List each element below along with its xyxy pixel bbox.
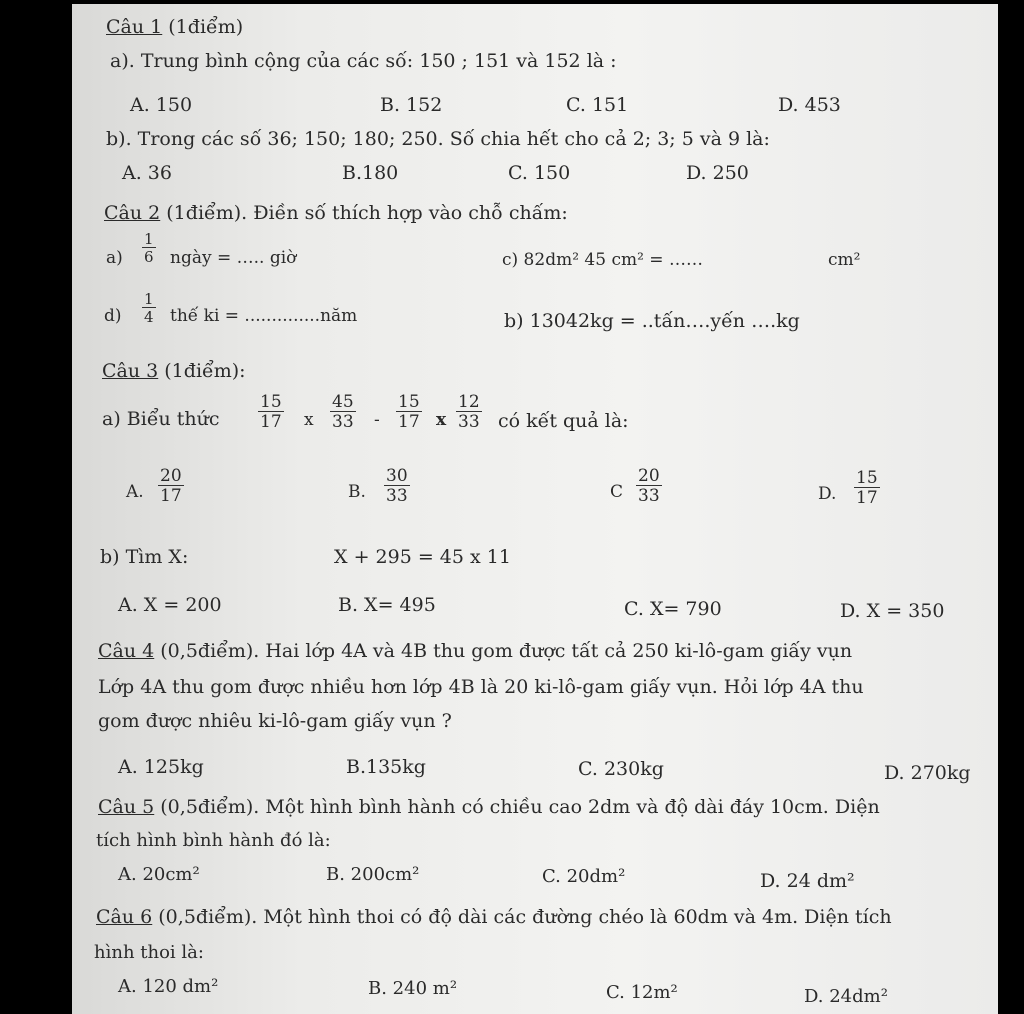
q3a-f2-numerator: 45 bbox=[332, 392, 354, 412]
q3a-operator-3: x bbox=[436, 410, 447, 430]
q2b-text: b) 13042kg = ..tấn….yến ….kg bbox=[504, 310, 800, 332]
q3a-fraction-4 bbox=[456, 394, 482, 431]
q3a-option-b-label: B. bbox=[348, 482, 366, 502]
q3a-tail: có kết quả là: bbox=[498, 410, 629, 432]
q2a-label: a) bbox=[106, 248, 123, 268]
q1b-option-d: D. 250 bbox=[686, 162, 749, 184]
q6-option-d: D. 24dm² bbox=[804, 986, 888, 1007]
q4-option-b: B.135kg bbox=[346, 756, 426, 778]
q2a-denominator: 6 bbox=[144, 248, 154, 266]
q3a-fraction-2 bbox=[330, 394, 356, 431]
q3b-option-c: C. X= 790 bbox=[624, 598, 722, 620]
q2c-text: c) 82dm² 45 cm² = …… bbox=[502, 250, 703, 270]
q5-option-d: D. 24 dm² bbox=[760, 870, 855, 892]
q3a-option-c-denominator: 33 bbox=[638, 486, 660, 506]
worksheet-page bbox=[72, 4, 998, 1014]
q6-option-a: A. 120 dm² bbox=[118, 976, 219, 997]
q1-title: Câu 1 bbox=[106, 16, 163, 38]
q1a-option-d: D. 453 bbox=[778, 94, 841, 116]
q3a-f3-numerator: 15 bbox=[398, 392, 420, 412]
q3b-option-b: B. X= 495 bbox=[338, 594, 436, 616]
q3-points: (1điểm): bbox=[158, 360, 246, 382]
q5-option-a: A. 20cm² bbox=[118, 864, 200, 885]
q1a-option-c: C. 151 bbox=[566, 94, 629, 116]
q6-option-c: C. 12m² bbox=[606, 982, 678, 1003]
q2d-text: thế ki = ..............năm bbox=[170, 306, 358, 326]
q3a-option-a-denominator: 17 bbox=[160, 486, 182, 506]
q1b-text: b). Trong các số 36; 150; 180; 250. Số chia hết cho cả 2; 3; 5 và 9 là: bbox=[106, 128, 770, 150]
q3b-option-a: A. X = 200 bbox=[118, 594, 222, 616]
q4-option-c: C. 230kg bbox=[578, 758, 664, 780]
q3a-f3-denominator: 17 bbox=[398, 412, 420, 432]
q2-heading bbox=[104, 204, 568, 223]
q2-title: Câu 2 bbox=[104, 202, 161, 224]
q3a-operator-1: x bbox=[304, 410, 314, 430]
q6-line-2: hình thoi là: bbox=[94, 942, 204, 963]
q4-line-2: Lớp 4A thu gom được nhiều hơn lớp 4B là 20 ki-lô-gam giấy vụn. Hỏi lớp 4A thu bbox=[98, 676, 864, 698]
q1a-text: a). Trung bình cộng của các số: 150 ; 151 và 152 là : bbox=[110, 50, 617, 72]
q3a-option-b-fraction bbox=[384, 468, 410, 505]
q2d-denominator: 4 bbox=[144, 308, 154, 326]
q1-points: (1điểm) bbox=[162, 16, 244, 38]
q3b-equation: X + 295 = 45 x 11 bbox=[334, 546, 511, 568]
q2d-label: d) bbox=[104, 306, 122, 326]
q3a-option-a-fraction bbox=[158, 468, 184, 505]
q3a-option-a-label: A. bbox=[126, 482, 144, 502]
q3a-option-b-numerator: 30 bbox=[386, 466, 408, 486]
q6-text-1: (0,5điểm). Một hình thoi có độ dài các đường chéo là 60dm và 4m. Diện tích bbox=[152, 906, 892, 928]
q5-line-1 bbox=[98, 798, 880, 817]
q3a-option-b-denominator: 33 bbox=[386, 486, 408, 506]
q4-option-d: D. 270kg bbox=[884, 762, 971, 784]
q2a-text: ngày = ….. giờ bbox=[170, 248, 297, 268]
q3a-option-a-numerator: 20 bbox=[160, 466, 182, 486]
q4-line-3: gom được nhiêu ki-lô-gam giấy vụn ? bbox=[98, 710, 452, 732]
q2-instruction: (1điểm). Điền số thích hợp vào chỗ chấm: bbox=[160, 202, 568, 224]
q4-line-1 bbox=[98, 642, 852, 661]
q2d-fraction bbox=[142, 292, 156, 325]
q3a-f1-denominator: 17 bbox=[260, 412, 282, 432]
q2a-fraction bbox=[142, 232, 156, 265]
q3-title: Câu 3 bbox=[102, 360, 159, 382]
q3a-f1-numerator: 15 bbox=[260, 392, 282, 412]
q3a-option-d-label: D. bbox=[818, 484, 837, 504]
q3a-option-d-numerator: 15 bbox=[856, 468, 878, 488]
q2a-numerator: 1 bbox=[144, 230, 154, 248]
q1b-option-b: B.180 bbox=[342, 162, 399, 184]
q3a-fraction-1 bbox=[258, 394, 284, 431]
q6-option-b: B. 240 m² bbox=[368, 978, 458, 999]
q3a-operator-2: - bbox=[374, 410, 380, 430]
q4-text-1: (0,5điểm). Hai lớp 4A và 4B thu gom được tất cả 250 ki-lô-gam giấy vụn bbox=[154, 640, 853, 662]
q3b-label: b) Tìm X: bbox=[100, 546, 189, 568]
q2c-unit: cm² bbox=[828, 250, 861, 270]
q5-line-2: tích hình bình hành đó là: bbox=[96, 830, 331, 851]
q3a-option-c-label: C bbox=[610, 482, 624, 502]
q1a-option-b: B. 152 bbox=[380, 94, 443, 116]
q4-option-a: A. 125kg bbox=[118, 756, 204, 778]
q3a-option-c-numerator: 20 bbox=[638, 466, 660, 486]
q5-option-c: C. 20dm² bbox=[542, 866, 626, 887]
q3a-f4-denominator: 33 bbox=[458, 412, 480, 432]
q3a-option-d-fraction bbox=[854, 470, 880, 507]
q1-heading bbox=[106, 18, 243, 37]
q2d-numerator: 1 bbox=[144, 290, 154, 308]
q1b-option-c: C. 150 bbox=[508, 162, 571, 184]
q5-title: Câu 5 bbox=[98, 796, 155, 818]
q6-line-1 bbox=[96, 908, 892, 927]
q3a-option-c-fraction bbox=[636, 468, 662, 505]
q1a-option-a: A. 150 bbox=[130, 94, 193, 116]
q4-title: Câu 4 bbox=[98, 640, 155, 662]
q6-title: Câu 6 bbox=[96, 906, 153, 928]
q3b-option-d: D. X = 350 bbox=[840, 600, 945, 622]
q3a-f4-numerator: 12 bbox=[458, 392, 480, 412]
q3-heading bbox=[102, 362, 246, 381]
q5-text-1: (0,5điểm). Một hình bình hành có chiều cao 2dm và độ dài đáy 10cm. Diện bbox=[154, 796, 880, 818]
q5-option-b: B. 200cm² bbox=[326, 864, 420, 885]
q3a-label: a) Biểu thức bbox=[102, 408, 220, 430]
q3a-option-d-denominator: 17 bbox=[856, 488, 878, 508]
q1b-option-a: A. 36 bbox=[122, 162, 172, 184]
q3a-fraction-3 bbox=[396, 394, 422, 431]
q3a-f2-denominator: 33 bbox=[332, 412, 354, 432]
